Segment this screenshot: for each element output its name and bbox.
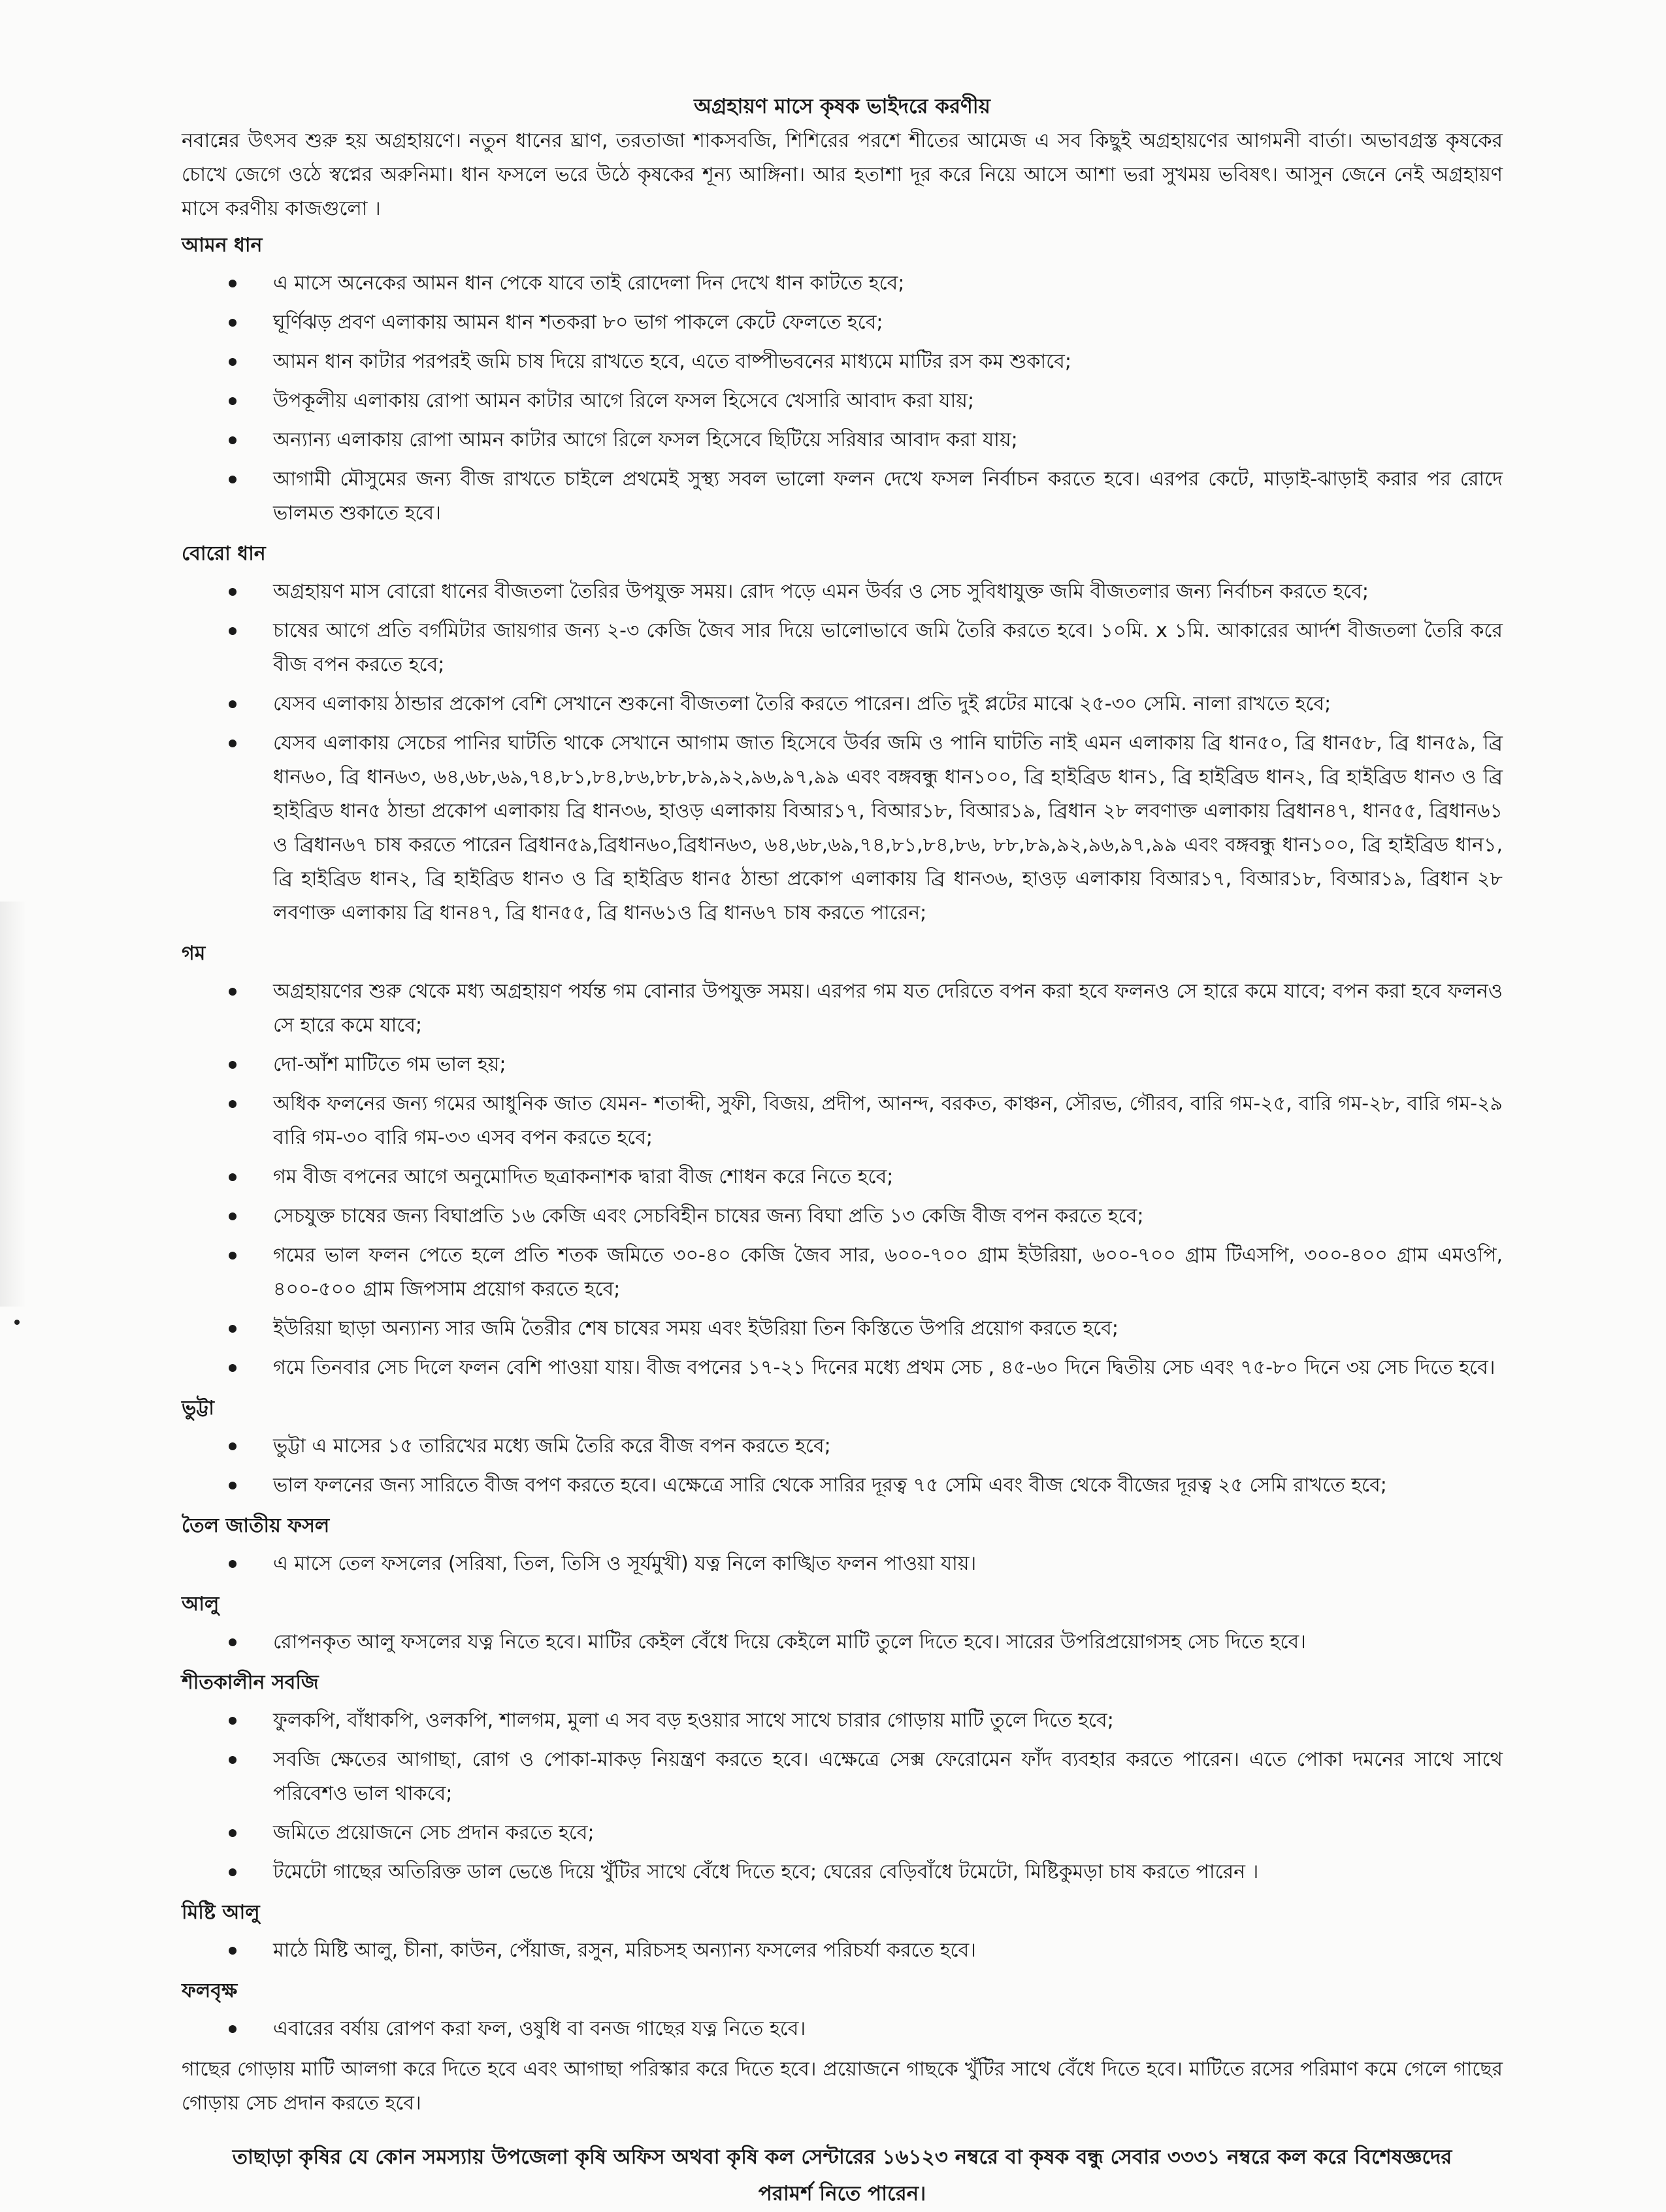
list-item-text: দো-আঁশ মাটিতে গম ভাল হয়; <box>273 1053 506 1076</box>
list-item-text: টমেটো গাছের অতিরিক্ত ডাল ভেঙে দিয়ে খুঁটির সাথে বেঁধে দিতে হবে; ঘেরের বেড়িবাঁধে টমেটো, মিষ্টিকুমড়া চাষ করতে পারেন । <box>273 1861 1259 1883</box>
bullet-dot-icon <box>229 740 237 747</box>
sections-container <box>182 229 1503 2046</box>
bullet-list <box>182 575 1503 930</box>
bullet-dot-icon <box>229 397 237 405</box>
list-item <box>182 345 1503 379</box>
list-item-text: অগ্রহায়ণের শুরু থেকে মধ্য অগ্রহায়ণ পর্যন্ত গম বোনার উপযুক্ত সময়। এরপর গম যত দেরিতে বপন করা হবে ফলনও সে হারে কমে যাবে; বপন করা হবে ফলনও সে হারে কমে যাবে; <box>273 980 1503 1037</box>
section-heading: মিষ্টি আলু <box>182 1901 260 1924</box>
list-item <box>182 975 1503 1043</box>
bullet-dot-icon <box>229 1868 237 1876</box>
list-item <box>182 306 1503 340</box>
bullet-dot-icon <box>229 319 237 327</box>
bullet-list <box>182 975 1503 1385</box>
bullet-dot-icon <box>229 1756 237 1764</box>
list-item <box>182 575 1503 609</box>
section-heading: শীতকালীন সবজি <box>182 1671 319 1694</box>
list-item <box>182 1199 1503 1233</box>
bullet-dot-icon <box>229 700 237 708</box>
list-item-text: জমিতে প্রয়োজনে সেচ প্রদান করতে হবে; <box>273 1821 595 1844</box>
footer-note: তাছাড়া কৃষির যে কোন সমস্যায় উপজেলা কৃষি অফিস অথবা কৃষি কল সেন্টারের ১৬১২৩ নম্বরে বা কৃষক বন্ধু সেবার ৩৩৩১ নম্বরে কল করে বিশেষজ্ঞদের পরামর্শ নিতে পারেন। <box>232 2145 1452 2205</box>
list-item-text: উপকূলীয় এলাকায় রোপা আমন কাটার আগে রিলে ফসল হিসেবে খেসারি আবাদ করা যায়; <box>273 389 975 412</box>
list-item <box>182 1625 1503 1659</box>
list-item <box>182 1816 1503 1850</box>
bullet-list <box>182 2012 1503 2046</box>
section-heading: ফলবৃক্ষ <box>182 1979 238 2002</box>
list-item-text: রোপনকৃত আলু ফসলের যত্ন নিতে হবে। মাটির কেইল বেঁধে দিয়ে কেইলে মাটি তুলে দিতে হবে। সারের উপরিপ্রয়োগসহ সেচ দিতে হবে। <box>273 1631 1306 1653</box>
bullet-dot-icon <box>229 1560 237 1568</box>
bullet-dot-icon <box>229 1252 237 1260</box>
bullet-dot-icon <box>229 988 237 996</box>
bullet-list <box>182 1704 1503 1889</box>
section-heading: আমন ধান <box>182 234 263 257</box>
section-heading: তৈল জাতীয় ফসল <box>182 1514 330 1537</box>
bullet-dot-icon <box>229 588 237 596</box>
bullet-dot-icon <box>229 627 237 635</box>
list-item-text: যেসব এলাকায় ঠান্ডার প্রকোপ বেশি সেখানে শুকনো বীজতলা তৈরি করতে পারেন। প্রতি দুই প্লটের মাঝে ২৫-৩০ সেমি. নালা রাখতে হবে; <box>273 692 1331 715</box>
list-item <box>182 267 1503 301</box>
bullet-dot-icon <box>229 476 237 483</box>
list-item <box>182 1704 1503 1738</box>
bullet-dot-icon <box>229 1638 237 1646</box>
bullet-dot-icon <box>229 1717 237 1725</box>
bullet-dot-icon <box>229 1947 237 1955</box>
list-item <box>182 726 1503 930</box>
list-item-text: এ মাসে অনেকের আমন ধান পেকে যাবে তাই রোদেলা দিন দেখে ধান কাটতে হবে; <box>273 272 905 295</box>
bullet-list <box>182 1625 1503 1659</box>
section-heading: ভুট্টা <box>182 1397 214 1420</box>
list-item-text: গমে তিনবার সেচ দিলে ফলন বেশি পাওয়া যায়। বীজ বপনের ১৭-২১ দিনের মধ্যে প্রথম সেচ , ৪৫-৬০ দিনে দ্বিতীয় সেচ এবং ৭৫-৮০ দিনে ৩য় সেচ দিতে হবে। <box>273 1356 1495 1379</box>
bullet-dot-icon <box>229 1442 237 1450</box>
list-item <box>182 1547 1503 1581</box>
list-item-text: আগামী মৌসুমের জন্য বীজ রাখতে চাইলে প্রথমেই সুস্থ্য সবল ভালো ফলন দেখে ফসল নির্বাচন করতে হবে। এরপর কেটে, মাড়াই-ঝাড়াই করার পর রোদে ভালমত শুকাতে হবে। <box>273 468 1503 525</box>
bullet-dot-icon <box>229 2025 237 2033</box>
list-item-text: ভুট্টা এ মাসের ১৫ তারিখের মধ্যে জমি তৈরি করে বীজ বপন করতে হবে; <box>273 1435 831 1457</box>
bullet-dot-icon <box>229 358 237 366</box>
bullet-dot-icon <box>229 1100 237 1108</box>
list-item <box>182 384 1503 418</box>
list-item <box>182 1087 1503 1155</box>
scan-speck <box>14 1320 20 1325</box>
list-item <box>182 1239 1503 1307</box>
bullet-dot-icon <box>229 280 237 287</box>
bullet-dot-icon <box>229 1061 237 1069</box>
bullet-dot-icon <box>229 1173 237 1181</box>
list-item <box>182 1855 1503 1889</box>
list-item-text: ইউরিয়া ছাড়া অন্যান্য সার জমি তৈরীর শেষ চাষের সময় এবং ইউরিয়া তিন কিস্তিতে উপরি প্রয়োগ করতে হবে; <box>273 1317 1119 1340</box>
bullet-dot-icon <box>229 1829 237 1837</box>
list-item-text: মাঠে মিষ্টি আলু, চীনা, কাউন, পেঁয়াজ, রসুন, মরিচসহ অন্যান্য ফসলের পরিচর্যা করতে হবে। <box>273 1939 977 1962</box>
bullet-dot-icon <box>229 1364 237 1372</box>
list-item <box>182 463 1503 530</box>
bullet-list <box>182 1547 1503 1581</box>
list-item <box>182 2012 1503 2046</box>
bullet-dot-icon <box>229 436 237 444</box>
bullet-dot-icon <box>229 1325 237 1333</box>
list-item-text: অগ্রহায়ণ মাস বোরো ধানের বীজতলা তৈরির উপযুক্ত সময়। রোদ পড়ে এমন উর্বর ও সেচ সুবিধাযুক্ত জমি বীজতলার জন্য নির্বাচন করতে হবে; <box>273 580 1369 603</box>
section-heading: আলু <box>182 1593 220 1616</box>
list-item-text: আমন ধান কাটার পরপরই জমি চাষ দিয়ে রাখতে হবে, এতে বাষ্পীভবনের মাধ্যমে মাটির রস কম শুকাবে; <box>273 350 1071 373</box>
section-heading: গম <box>182 942 206 965</box>
list-item-text: চাষের আগে প্রতি বর্গমিটার জায়গার জন্য ২-৩ কেজি জৈব সার দিয়ে ভালোভাবে জমি তৈরি করতে হবে। ১০মি. x ১মি. আকারের আর্দশ বীজতলা তৈরি করে বীজ বপন করতে হবে; <box>273 619 1503 676</box>
bullet-dot-icon <box>229 1212 237 1220</box>
list-item <box>182 1934 1503 1968</box>
list-item <box>182 1351 1503 1385</box>
scan-shadow <box>0 902 26 1307</box>
list-item <box>182 687 1503 721</box>
list-item-text: যেসব এলাকায় সেচের পানির ঘাটতি থাকে সেখানে আগাম জাত হিসেবে উর্বর জমি ও পানি ঘাটতি নাই এমন এলাকায় ব্রি ধান৫০, ব্রি ধান৫৮, ব্রি ধান৫৯, ব্রি ধান৬০, ব্রি ধান৬৩, ৬৪,৬৮,৬৯,৭৪,৮১,৮৪,৮৬,৮৮,৮৯,৯২,৯৬,৯৭,৯৯ এবং বঙ্গবন্ধু ধান১০০, ব্রি হাইব্রিড ধান১, ব্রি হাইব্রিড ধান২, ব্রি হাইব্রিড ধান৩ ও ব্রি হাইব্রিড ধান৫ ঠান্ডা প্রকোপ এলাকায় ব্রি ধান৩৬, হাওড় এলাকায় বিআর১৭, বিআর১৮, বিআর১৯, ব্রিধান ২৮ লবণাক্ত এলাকায় ব্রিধান৪৭, ধান৫৫, ব্রিধান৬১ ও ব্রিধান৬৭ চাষ করতে পারেন ব্রিধান৫৯,ব্রিধান৬০,ব্রিধান৬৩, ৬৪,৬৮,৬৯,৭৪,৮১,৮৪,৮৬, ৮৮,৮৯,৯২,৯৬,৯৭,৯৯ এবং বঙ্গবন্ধু ধান১০০, ব্রি হাইব্রিড ধান১, ব্রি হাইব্রিড ধান২, ব্রি হাইব্রিড ধান৩ ও ব্রি হাইব্রিড ধান৫ ঠান্ডা প্রকোপ এলাকায় ব্রি ধান৩৬, হাওড় এলাকায় বিআর১৭, বিআর১৮, বিআর১৯, ব্রিধান ২৮ লবণাক্ত এলাকায় ব্রি ধান৪৭, ব্রি ধান৫৫, ব্রি ধান৬১ও ব্রি ধান৬৭ চাষ করতে পারেন; <box>273 732 1503 924</box>
list-item-text: সেচযুক্ত চাষের জন্য বিঘাপ্রতি ১৬ কেজি এবং সেচবিহীন চাষের জন্য বিঘা প্রতি ১৩ কেজি বীজ বপন করতে হবে; <box>273 1205 1144 1228</box>
list-item-text: এ মাসে তেল ফসলের (সরিষা, তিল, তিসি ও সূর্যমুখী) যত্ন নিলে কাঙ্খিত ফলন পাওয়া যায়। <box>273 1552 977 1575</box>
list-item-text: গমের ভাল ফলন পেতে হলে প্রতি শতক জমিতে ৩০-৪০ কেজি জৈব সার, ৬০০-৭০০ গ্রাম ইউরিয়া, ৬০০-৭০০ গ্রাম টিএসপি, ৩০০-৪০০ গ্রাম এমওপি, ৪০০-৫০০ গ্রাম জিপসাম প্রয়োগ করতে হবে; <box>273 1244 1503 1301</box>
section-heading: বোরো ধান <box>182 542 266 565</box>
list-item-text: ঘূর্ণিঝড় প্রবণ এলাকায় আমন ধান শতকরা ৮০ ভাগ পাকলে কেটে ফেলতে হবে; <box>273 311 883 334</box>
list-item <box>182 1429 1503 1463</box>
intro-paragraph: নবান্নের উৎসব শুরু হয় অগ্রহায়ণে। নতুন ধানের ঘ্রাণ, তরতাজা শাকসবজি, শিশিরের পরশে শীতের আমেজ এ সব কিছুই অগ্রহায়ণের আগমনী বার্তা। অভাবগ্রস্ত কৃষকের চোখে জেগে ওঠে স্বপ্নের অরুনিমা। ধান ফসলে ভরে উঠে কৃষকের শূন্য আঙ্গিনা। আর হতাশা দূর করে নিয়ে আসে আশা ভরা সুখময় ভবিষৎ। আসুন জেনে নেই অগ্রহায়ণ মাসে করণীয় কাজগুলো । <box>182 129 1503 220</box>
bullet-list <box>182 267 1503 530</box>
list-item <box>182 614 1503 682</box>
bullet-dot-icon <box>229 1482 237 1489</box>
list-item-text: গম বীজ বপনের আগে অনুমোদিত ছত্রাকনাশক দ্বারা বীজ শোধন করে নিতে হবে; <box>273 1165 894 1188</box>
list-item-text: সবজি ক্ষেতের আগাছা, রোগ ও পোকা-মাকড় নিয়ন্ত্রণ করতে হবে। এক্ষেত্রে সেক্স ফেরোমেন ফাঁদ ব্যবহার করতে পারেন। এতে পোকা দমনের সাথে সাথে পরিবেশও ভাল থাকবে; <box>273 1748 1503 1805</box>
list-item-text: অধিক ফলনের জন্য গমের আধুনিক জাত যেমন- শতাব্দী, সুফী, বিজয়, প্রদীপ, আনন্দ, বরকত, কাঞ্চন, সৌরভ, গৌরব, বারি গম-২৫, বারি গম-২৮, বারি গম-২৯ বারি গম-৩০ বারি গম-৩৩ এসব বপন করতে হবে; <box>273 1092 1503 1149</box>
closing-paragraph: গাছের গোড়ায় মাটি আলগা করে দিতে হবে এবং আগাছা পরিস্কার করে দিতে হবে। প্রয়োজনে গাছকে খুঁটির সাথে বেঁধে দিতে হবে। মাটিতে রসের পরিমাণ কমে গেলে গাছের গোড়ায় সেচ প্রদান করতে হবে। <box>182 2058 1503 2115</box>
list-item <box>182 1312 1503 1346</box>
list-item <box>182 1160 1503 1194</box>
bullet-list <box>182 1934 1503 1968</box>
bullet-list <box>182 1429 1503 1503</box>
list-item-text: ফুলকপি, বাঁধাকপি, ওলকপি, শালগম, মুলা এ সব বড় হওয়ার সাথে সাথে চারার গোড়ায় মাটি তুলে দিতে হবে; <box>273 1709 1114 1732</box>
list-item <box>182 1469 1503 1503</box>
list-item <box>182 1743 1503 1811</box>
list-item-text: এবারের বর্ষায় রোপণ করা ফল, ওষুধি বা বনজ গাছের যত্ন নিতে হবে। <box>273 2017 806 2040</box>
list-item <box>182 423 1503 457</box>
list-item <box>182 1048 1503 1082</box>
list-item-text: ভাল ফলনের জন্য সারিতে বীজ বপণ করতে হবে। এক্ষেত্রে সারি থেকে সারির দূরত্ব ৭৫ সেমি এবং বীজ থেকে বীজের দূরত্ব ২৫ সেমি রাখতে হবে; <box>273 1474 1387 1497</box>
list-item-text: অন্যান্য এলাকায় রোপা আমন কাটার আগে রিলে ফসল হিসেবে ছিটিয়ে সরিষার আবাদ করা যায়; <box>273 429 1018 451</box>
document-title: অগ্রহায়ণ মাসে কৃষক ভাইদরে করণীয় <box>694 95 990 118</box>
